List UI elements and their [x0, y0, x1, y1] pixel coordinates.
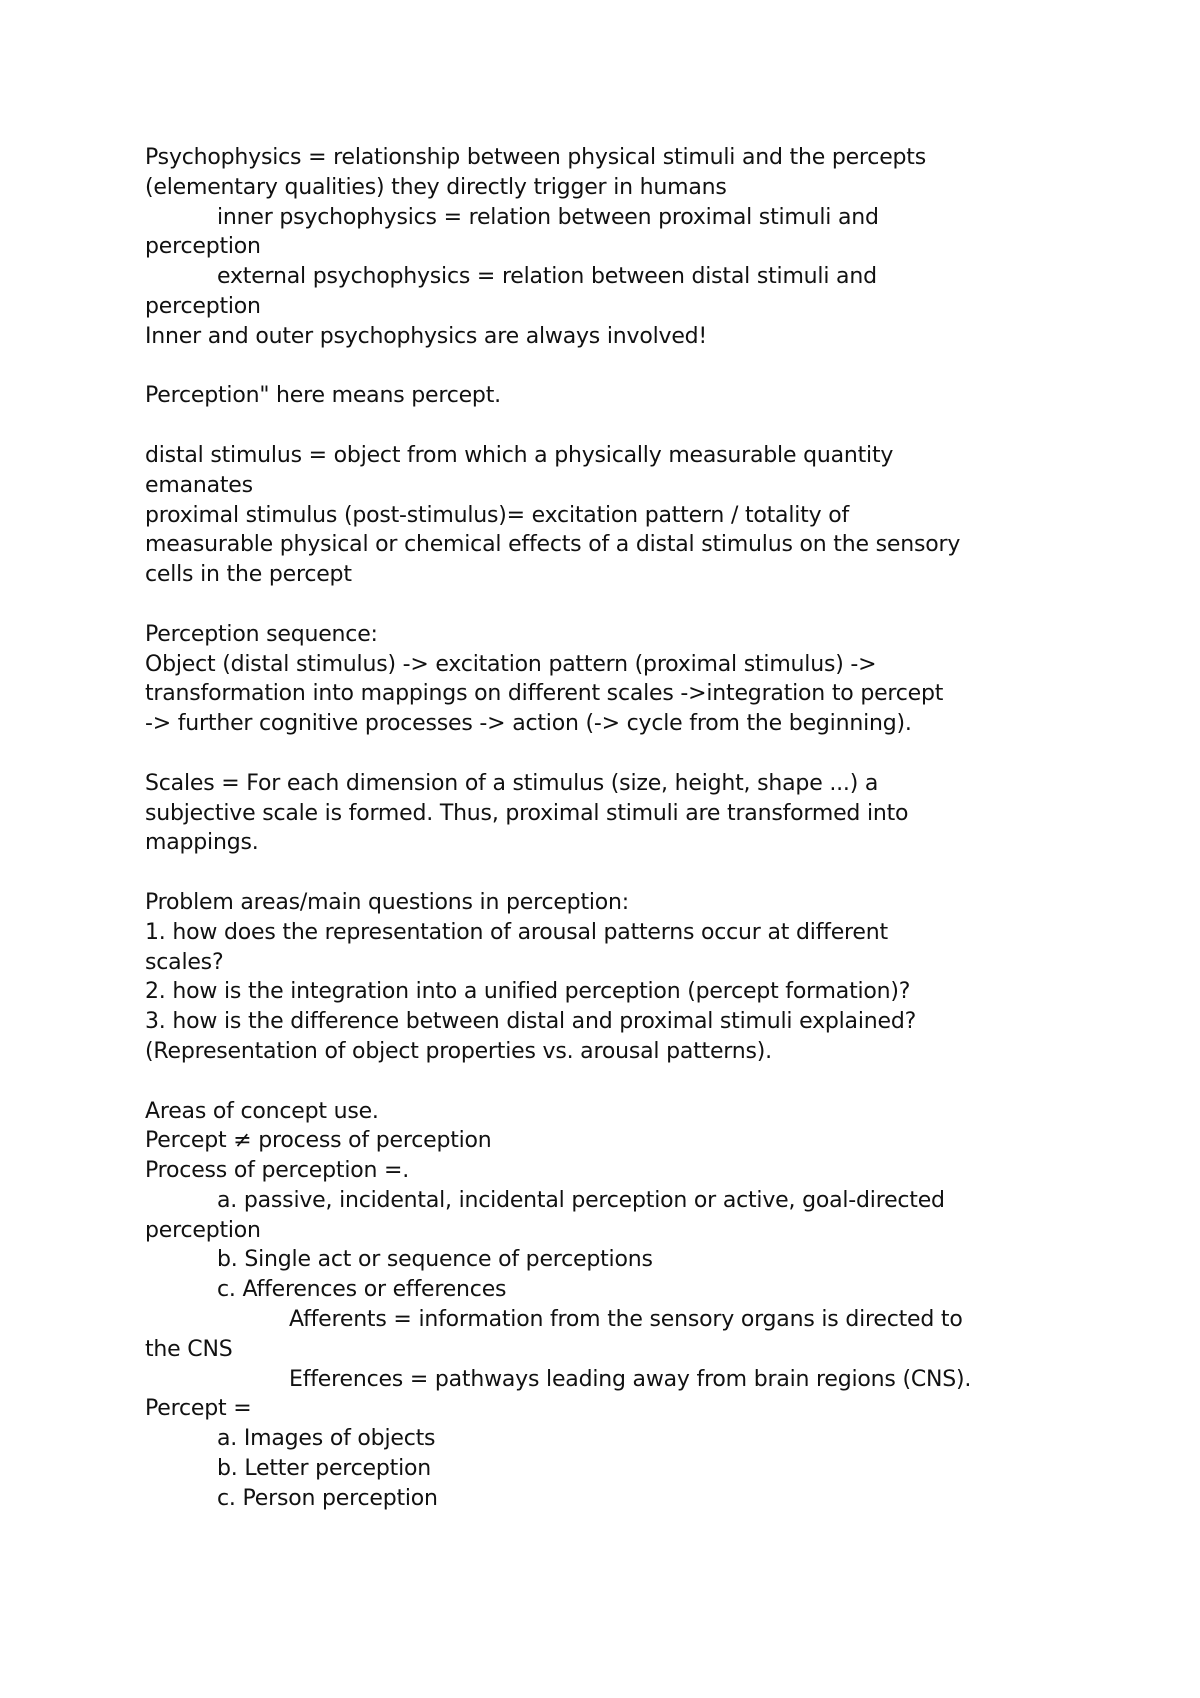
text-line: Scales = For each dimension of a stimulus (size, height, shape ...) a	[145, 770, 879, 796]
blank-line	[145, 590, 1080, 620]
text-line: 2. how is the integration into a unified perception (percept formation)?	[145, 979, 911, 1005]
text-line: subjective scale is formed. Thus, proximal stimuli are transformed into	[145, 800, 909, 826]
text-line: perception	[145, 293, 261, 319]
text-line: (Representation of object properties vs. arousal patterns).	[145, 1038, 772, 1064]
text-line: mappings.	[145, 830, 259, 856]
text-line: (elementary qualities) they directly trigger in humans	[145, 174, 727, 200]
text-line: c. Afferences or efferences	[217, 1277, 507, 1303]
text-line: Afferents = information from the sensory organs is directed to	[289, 1307, 963, 1333]
text-line: perception	[145, 1217, 261, 1243]
text-line: 1. how does the representation of arousal patterns occur at different	[145, 919, 888, 945]
text-line: b. Letter perception	[217, 1456, 431, 1482]
text-line: Efferences = pathways leading away from brain regions (CNS).	[289, 1366, 972, 1392]
text-line: Object (distal stimulus) -> excitation pattern (proximal stimulus) ->	[145, 651, 877, 677]
text-line: cells in the percept	[145, 562, 352, 588]
text-line: b. Single act or sequence of perceptions	[217, 1247, 653, 1273]
blank-line	[145, 411, 1080, 441]
blank-line	[145, 739, 1080, 769]
text-line: c. Person perception	[217, 1485, 438, 1511]
text-line: external psychophysics = relation between distal stimuli and	[217, 264, 877, 290]
text-line: scales?	[145, 949, 224, 975]
text-line: transformation into mappings on different scales ->integration to percept	[145, 681, 944, 707]
text-line: inner psychophysics = relation between proximal stimuli and	[217, 204, 879, 230]
text-line: Areas of concept use.	[145, 1098, 379, 1124]
text-line: Perception" here means percept.	[145, 383, 501, 409]
document-body	[145, 143, 1080, 1514]
text-line: Percept ≠ process of perception	[145, 1128, 492, 1154]
text-line: Inner and outer psychophysics are always involved!	[145, 323, 708, 349]
text-line: distal stimulus = object from which a physically measurable quantity	[145, 442, 894, 468]
blank-line	[145, 352, 1080, 382]
text-line: Percept =	[145, 1396, 252, 1422]
text-line: Problem areas/main questions in perception:	[145, 889, 629, 915]
blank-line	[145, 858, 1080, 888]
text-line: the CNS	[145, 1336, 233, 1362]
text-line: Process of perception =.	[145, 1158, 410, 1184]
text-line: measurable physical or chemical effects of a distal stimulus on the sensory	[145, 532, 961, 558]
text-line: Psychophysics = relationship between physical stimuli and the percepts	[145, 145, 926, 170]
text-line: Perception sequence:	[145, 621, 378, 647]
text-line: a. Images of objects	[217, 1426, 436, 1452]
text-line: 3. how is the difference between distal and proximal stimuli explained?	[145, 1009, 917, 1035]
text-line: -> further cognitive processes -> action (-> cycle from the beginning).	[145, 711, 912, 737]
text-line: perception	[145, 234, 261, 260]
blank-line	[145, 1067, 1080, 1097]
text-line: emanates	[145, 472, 253, 498]
text-line: a. passive, incidental, incidental perception or active, goal-directed	[217, 1187, 945, 1213]
text-line: proximal stimulus (post-stimulus)= excitation pattern / totality of	[145, 502, 850, 528]
